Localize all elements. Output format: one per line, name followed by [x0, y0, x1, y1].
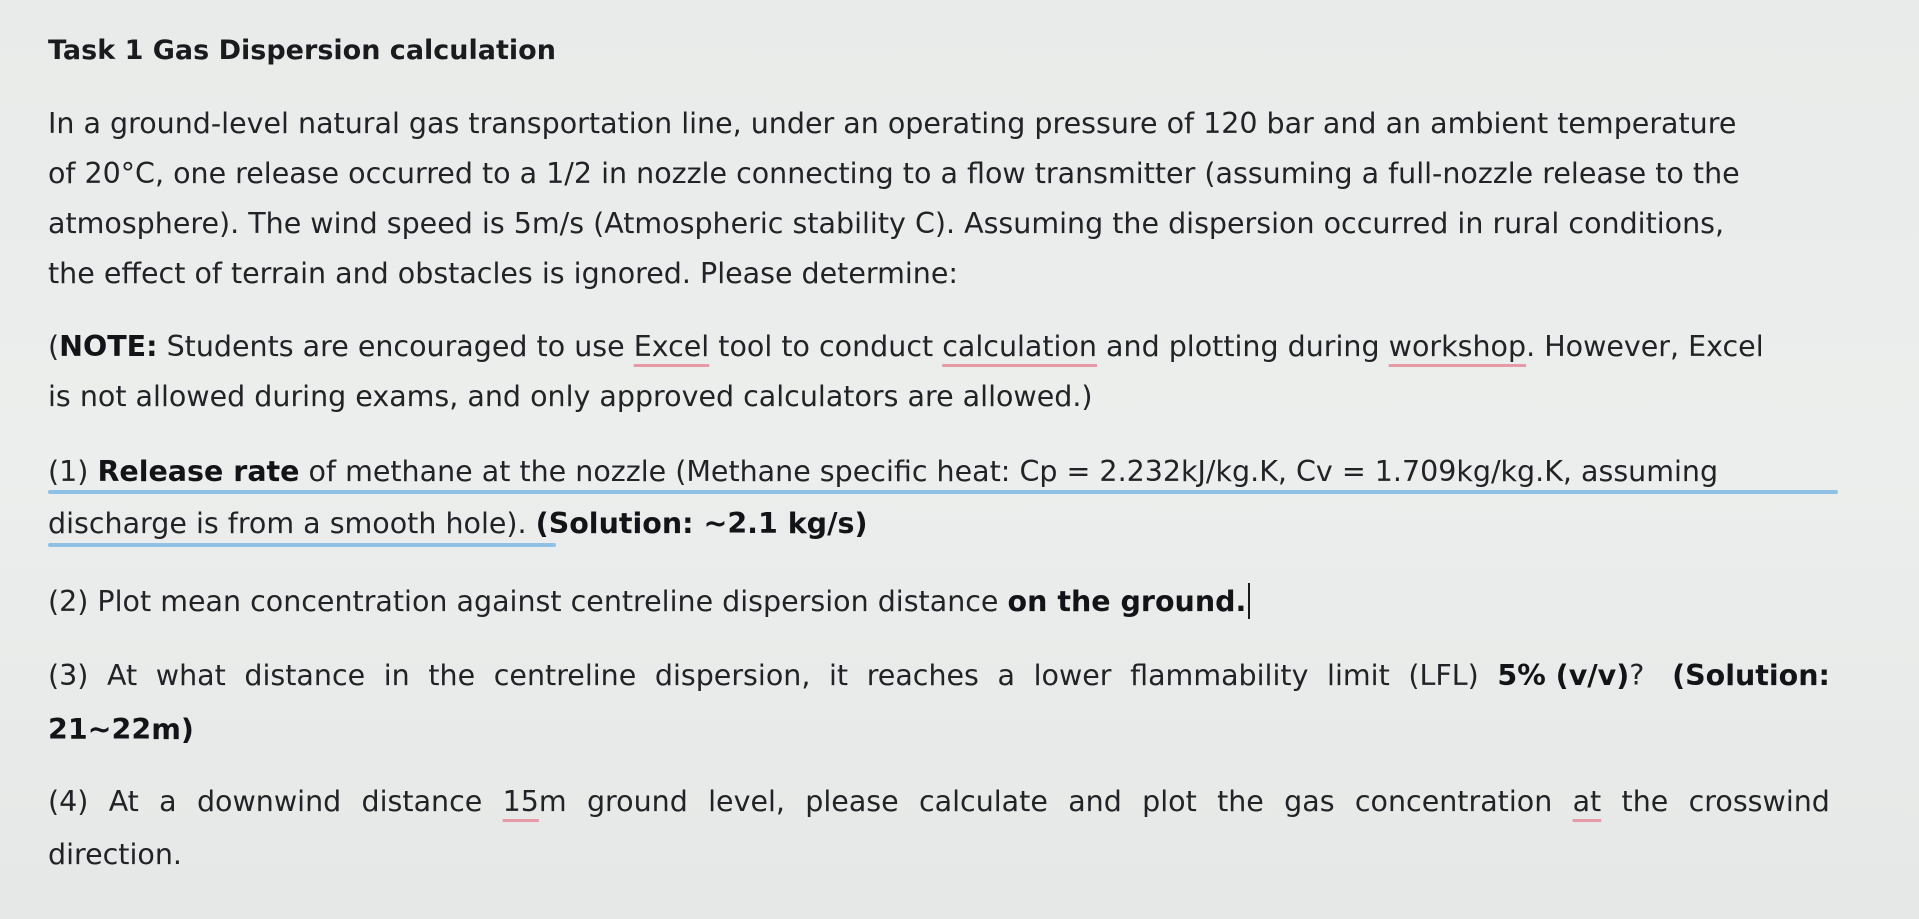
q4-word: downwind: [196, 785, 342, 818]
solution-label: (Solution:: [1672, 659, 1830, 692]
spell-underline-calculation: calculation: [942, 330, 1097, 363]
grammar-underline: [48, 490, 1838, 494]
note-line-2: is not allowed during exams, and only approved calculators are allowed.): [48, 380, 1093, 413]
q4-word: and: [1068, 785, 1122, 818]
q4-word: the: [1621, 785, 1669, 818]
q3-word: distance: [244, 659, 366, 692]
question-3-line-1: [48, 659, 1830, 693]
q4-word: [1573, 785, 1602, 819]
q3-word: reaches: [866, 659, 979, 692]
lfl-value: 5% (v/v): [1497, 659, 1630, 692]
note-text: tool to conduct: [709, 330, 943, 363]
q3-word: lower: [1033, 659, 1112, 692]
text-cursor[interactable]: [1248, 583, 1250, 619]
q3-word: dispersion,: [654, 659, 811, 692]
q4-word: (4): [48, 785, 89, 818]
note-text: . However, Excel: [1526, 330, 1764, 363]
note-label: NOTE:: [59, 330, 158, 363]
q3-word: it: [829, 659, 849, 692]
spell-underline-excel: Excel: [633, 330, 710, 363]
intro-line-3: atmosphere). The wind speed is 5m/s (Atmospheric stability C). Assuming the dispersion occurred in rural conditions,: [48, 207, 1725, 240]
q4-word: concentration: [1354, 785, 1553, 818]
task-title: Task 1 Gas Dispersion calculation: [48, 35, 556, 66]
q3-word: flammability: [1130, 659, 1309, 692]
intro-line-1: In a ground-level natural gas transportation line, under an operating pressure of 120 bar and an ambient temperature: [48, 107, 1737, 140]
note-text: Students are encouraged to use: [157, 330, 634, 363]
q4-word: At: [108, 785, 139, 818]
release-rate-label: Release rate: [97, 455, 300, 488]
question-1-line-2: [48, 507, 868, 541]
document-page: [48, 0, 1878, 919]
q4-word: please: [805, 785, 899, 818]
q3-word: (LFL): [1408, 659, 1479, 692]
question-number: (1): [48, 455, 98, 488]
spell-underline-at: at: [1572, 785, 1602, 818]
solution-text: 21~22m): [48, 713, 194, 746]
q4-word: the: [1217, 785, 1264, 818]
note-open: (: [48, 330, 60, 363]
q3-word: what: [155, 659, 226, 692]
q4-word: calculate: [918, 785, 1048, 818]
q3-word: in: [383, 659, 410, 692]
q4-word: ground: [586, 785, 688, 818]
question-text: ?: [1629, 659, 1654, 692]
q3-bold-group: [1497, 659, 1653, 693]
q4-word: 15m: [502, 785, 567, 818]
intro-line-2: of 20°C, one release occurred to a 1/2 in nozzle connecting to a flow transmitter (assuming a full-nozzle release to the: [48, 157, 1740, 190]
note-text: and plotting during: [1096, 330, 1389, 363]
intro-line-4: the effect of terrain and obstacles is ignored. Please determine:: [48, 257, 958, 290]
question-3-line-2: [48, 713, 194, 747]
question-2: [48, 583, 1250, 619]
question-4-line-2: direction.: [48, 838, 182, 871]
q4-word: distance: [361, 785, 483, 818]
q3-word: the: [428, 659, 476, 692]
question-text: of methane at the nozzle (Methane specific heat: Cp = 2.232kJ/kg.K, Cv = 1.709kg/kg.K, assuming: [299, 455, 1719, 488]
spell-underline-workshop: workshop: [1388, 330, 1527, 363]
spell-underline-15: 15: [502, 785, 539, 818]
emphasis-text: on the ground: [1007, 585, 1236, 618]
question-text: (2) Plot mean concentration against centreline dispersion distance: [48, 585, 1008, 618]
q4-word: gas: [1284, 785, 1335, 818]
q3-word: a: [997, 659, 1015, 692]
q4-word: level,: [708, 785, 785, 818]
q3-word: limit: [1327, 659, 1390, 692]
q4-word: a: [159, 785, 177, 818]
question-1-line-1: [48, 455, 1718, 489]
question-4-line-1: [48, 785, 1830, 819]
grammar-underline: [48, 543, 556, 547]
q4-word: plot: [1142, 785, 1197, 818]
note-line-1: [48, 330, 1764, 364]
question-text: discharge is from a smooth hole).: [48, 507, 536, 540]
q4-word: crosswind: [1688, 785, 1830, 818]
q3-word: At: [106, 659, 138, 692]
q3-word: (3): [48, 659, 89, 692]
q3-word: centreline: [493, 659, 637, 692]
emphasis-text: .: [1235, 585, 1247, 618]
solution-text: (Solution: ~2.1 kg/s): [535, 507, 868, 540]
